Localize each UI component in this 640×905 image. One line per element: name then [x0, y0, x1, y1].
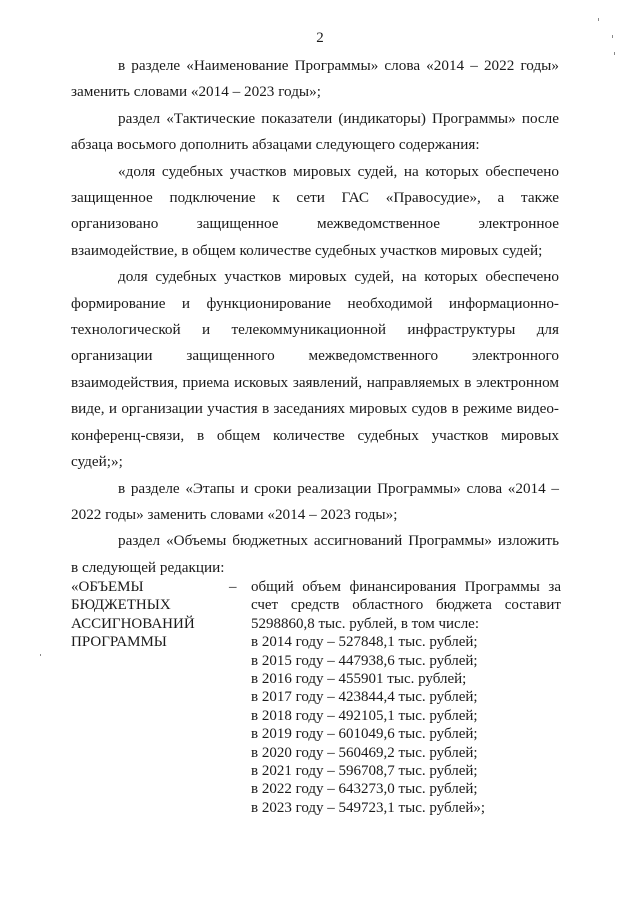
- budget-year-line: в 2016 году – 455901 тыс. рублей;: [251, 671, 467, 688]
- scan-speck: [612, 35, 613, 38]
- budget-intro: общий объем финансирования Программы за счет средств областного бюджета составит 5298860,8 тыс. рублей, в том числе:: [251, 579, 561, 632]
- budget-year-line: в 2022 году – 643273,0 тыс. рублей;: [251, 781, 478, 798]
- paragraph: «доля судебных участков мировых судей, на которых обеспечено защищенное подключение к сети ГАС «Правосудие», а также организовано защищенное межведомственное электронное взаимодействие, в общем количестве судебных участков мировых судей;: [71, 162, 559, 259]
- heading-line: АССИГНОВАНИЙ: [71, 615, 195, 632]
- scan-speck: [40, 654, 41, 656]
- heading-line: «ОБЪЕМЫ: [71, 579, 144, 595]
- budget-year-line: в 2021 году – 596708,7 тыс. рублей;: [251, 763, 478, 780]
- scan-speck: [614, 52, 615, 55]
- separator-dash: –: [229, 579, 237, 595]
- scan-speck: [598, 18, 599, 21]
- budget-year-line: в 2015 году – 447938,6 тыс. рублей;: [251, 652, 478, 669]
- budget-year-line: в 2018 году – 492105,1 тыс. рублей;: [251, 707, 478, 724]
- heading-line: БЮДЖЕТНЫХ: [71, 597, 171, 614]
- budget-year-line: в 2014 году – 527848,1 тыс. рублей;: [251, 634, 478, 651]
- budget-details: [251, 578, 561, 817]
- paragraph: в разделе «Наименование Программы» слова «2014 – 2022 годы» заменить словами «2014 – 2023 годы»;: [71, 57, 559, 101]
- paragraph: в разделе «Этапы и сроки реализации Программы» слова «2014 – 2022 годы» заменить словами «2014 – 2023 годы»;: [71, 479, 559, 523]
- budget-heading: [71, 578, 221, 652]
- paragraph: раздел «Тактические показатели (индикаторы) Программы» после абзаца восьмого дополнить абзацами следующего содержания:: [71, 109, 559, 154]
- paragraph: доля судебных участков мировых судей, на которых обеспечено формирование и функционирование необходимой информационно-технологической и телекоммуникационной инфраструктуры для организации защищенного межведомственного электронного взаимодействия, приема исковых заявлений, направляемых в электронном виде, и организации участия в заседаниях мировых судов в режиме видео-конференц-связи, в общем количестве судебных участков мировых судей;»;: [71, 268, 559, 471]
- page-number: 2: [316, 30, 324, 46]
- paragraph: раздел «Объемы бюджетных ассигнований Программы» изложить в следующей редакции:: [71, 532, 559, 576]
- budget-year-line: в 2019 году – 601049,6 тыс. рублей;: [251, 726, 478, 743]
- budget-year-line: в 2023 году – 549723,1 тыс. рублей»;: [251, 799, 486, 816]
- budget-year-line: в 2020 году – 560469,2 тыс. рублей;: [251, 744, 478, 761]
- body-text: [71, 53, 559, 581]
- heading-line: ПРОГРАММЫ: [71, 634, 167, 651]
- budget-year-line: в 2017 году – 423844,4 тыс. рублей;: [251, 689, 478, 706]
